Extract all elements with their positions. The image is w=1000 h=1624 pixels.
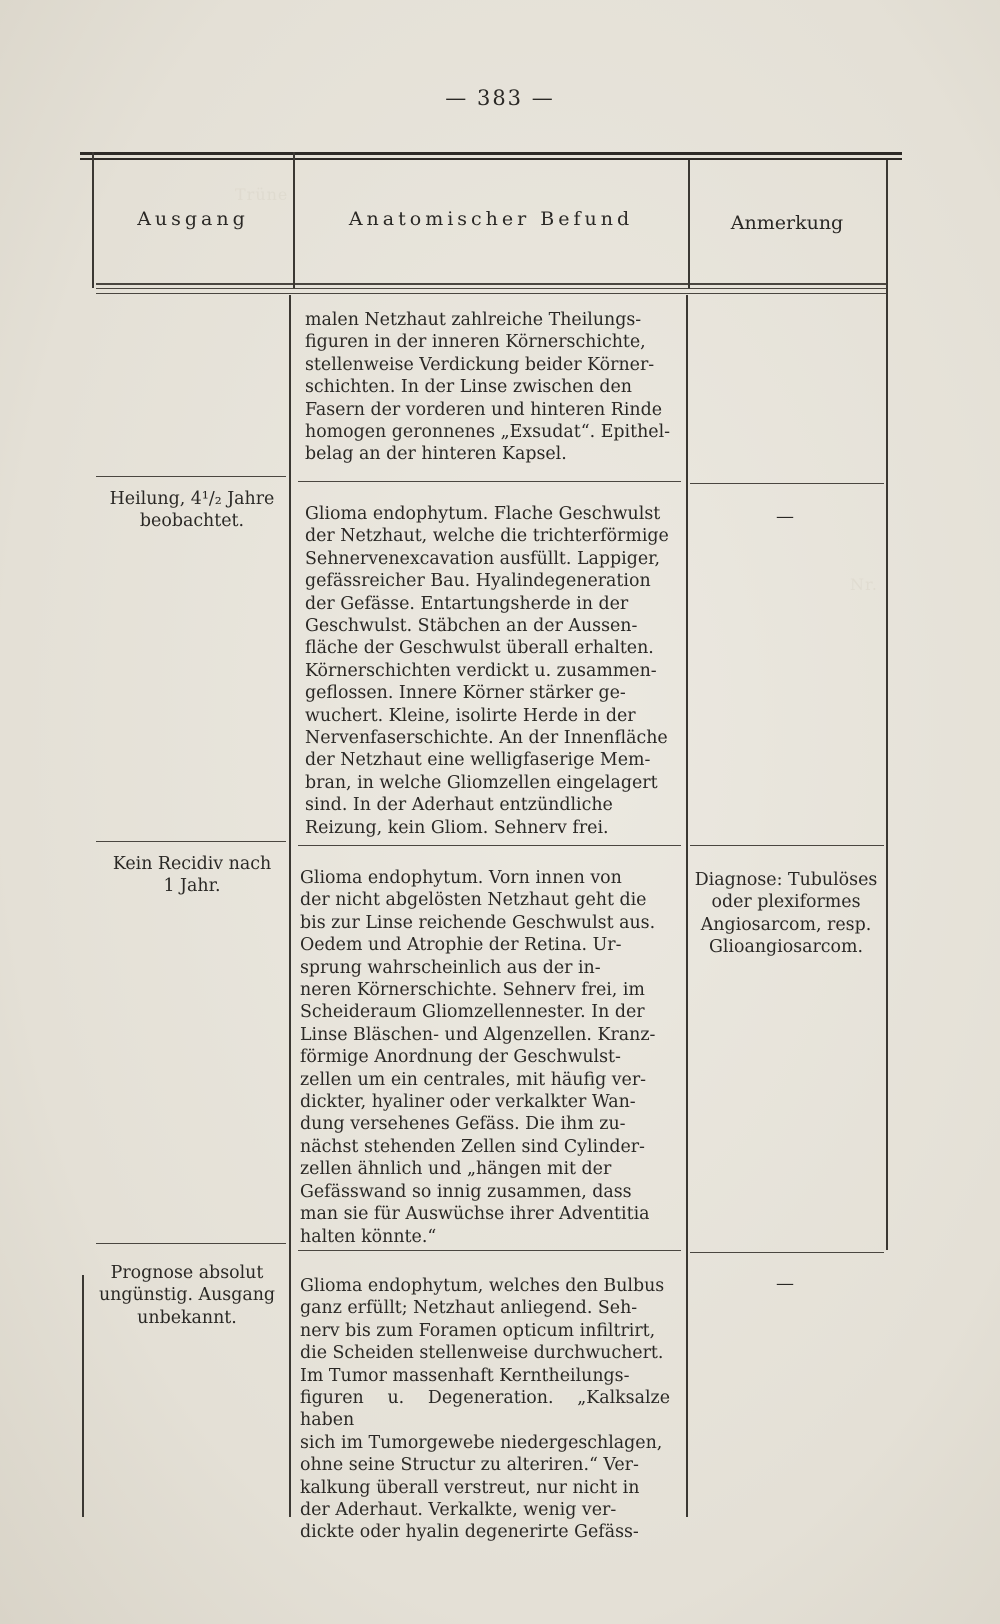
row4-ausgang: Prognose absolut ungünstig. Ausgang unbekannt. <box>98 1263 276 1328</box>
page-number: — 383 — <box>445 86 555 110</box>
column-line-far-left-stub <box>82 1275 84 1517</box>
row4-anmerkung: — <box>776 1273 794 1294</box>
row-separator <box>690 845 884 846</box>
column-line-left <box>92 152 94 288</box>
header-anmerkung: Anmerkung <box>730 212 844 234</box>
header-ausgang: Ausgang <box>137 208 249 230</box>
row4-befund: Glioma endophytum, welches den Bulbus ganz erfüllt; Netzhaut anliegend. Seh- nerv bis zum Foramen opticum infiltrirt, die Scheiden stellenweise durchwuchert. Im Tumor massenhaft Kerntheilungs- figuren u. Degeneration. „Kalksalze haben sich im Tumorgewebe niedergeschlagen, ohne seine Structur zu alteriren.“ Ver- kalkung überall verstreut, nur nicht in der Aderhaut. Verkalkte, wenig ver- dickte oder hyalin degenerirte Gefäss- <box>300 1276 670 1543</box>
row1-befund: malen Netzhaut zahlreiche Theilungs- figuren in der inneren Körnerschichte, stellenweise Verdickung beider Körner- schichten. In der Linse zwischen den Fasern der vorderen und hinteren Rinde homogen geronnenes „Exsudat“. Epithel- belag an der hinteren Kapsel. <box>305 310 671 465</box>
show-through-text: Nr. <box>850 575 878 594</box>
row-separator <box>690 1252 884 1253</box>
row-separator <box>96 476 286 477</box>
header-rule-second <box>96 288 886 289</box>
row-separator <box>690 483 884 484</box>
table-top-rule <box>80 152 902 155</box>
row-separator <box>298 481 681 482</box>
row-separator <box>298 1250 681 1251</box>
header-anatomischer-befund: Anatomischer Befund <box>348 208 634 230</box>
row3-befund: Glioma endophytum. Vorn innen von der nicht abgelösten Netzhaut geht die bis zur Linse reichende Geschwulst aus. Oedem und Atrophie der Retina. Ur- sprung wahrscheinlich aus der in- neren Körnerschichte. Sehnerv frei, im Scheideraum Gliomzellennester. In der Linse Bläschen- und Algenzellen. Kranz- förmige Anordnung der Geschwulst- zellen um ein centrales, mit häufig ver- dickter, hyaliner oder verkalkter Wan- dung versehenes Gefäss. Die ihm zu- nächst stehenden Zellen sind Cylinder- zellen ähnlich und „hängen mit der Gefässwand so innig zusammen, dass man sie für Auswüchse ihrer Adventitia halten könnte.“ <box>300 868 656 1247</box>
row2-anmerkung: — <box>776 506 794 527</box>
table-top-rule-thin <box>80 158 902 160</box>
show-through-text: Trüne <box>235 185 289 204</box>
column-line-right <box>886 160 888 1250</box>
row3-ausgang: Kein Recidiv nach 1 Jahr. <box>112 854 272 897</box>
row2-befund: Glioma endophytum. Flache Geschwulst der Netzhaut, welche die trichterförmige Sehnervenexcavation ausfüllt. Lappiger, gefässreicher Bau. Hyalindegeneration der Gefässe. Entartungsherde in der Geschwulst. Stäbchen an der Aussen- fläche der Geschwulst überall erhalten. Körnerschichten verdickt u. zusammen- geflossen. Innere Körner stärker ge- wuchert. Kleine, isolirte Herde in der Nervenfaserschichte. An der Innenfläche der Netzhaut eine welligfaserige Mem- bran, in welche Gliomzellen eingelagert sind. In der Aderhaut entzündliche Reizung, kein Gliom. Sehnerv frei. <box>305 504 669 838</box>
column-line-1-body <box>289 295 291 1517</box>
header-rule-third <box>96 293 886 294</box>
column-line-1 <box>293 152 295 288</box>
row-separator <box>96 841 286 842</box>
header-rule <box>96 283 886 285</box>
row-separator <box>298 845 681 846</box>
row-separator <box>96 1243 286 1244</box>
row3-anmerkung: Diagnose: Tubulöses oder plexiformes Angiosarcom, resp. Glioangiosarcom. <box>694 870 878 958</box>
row2-ausgang: Heilung, 4¹/₂ Jahre beobachtet. <box>109 489 275 532</box>
